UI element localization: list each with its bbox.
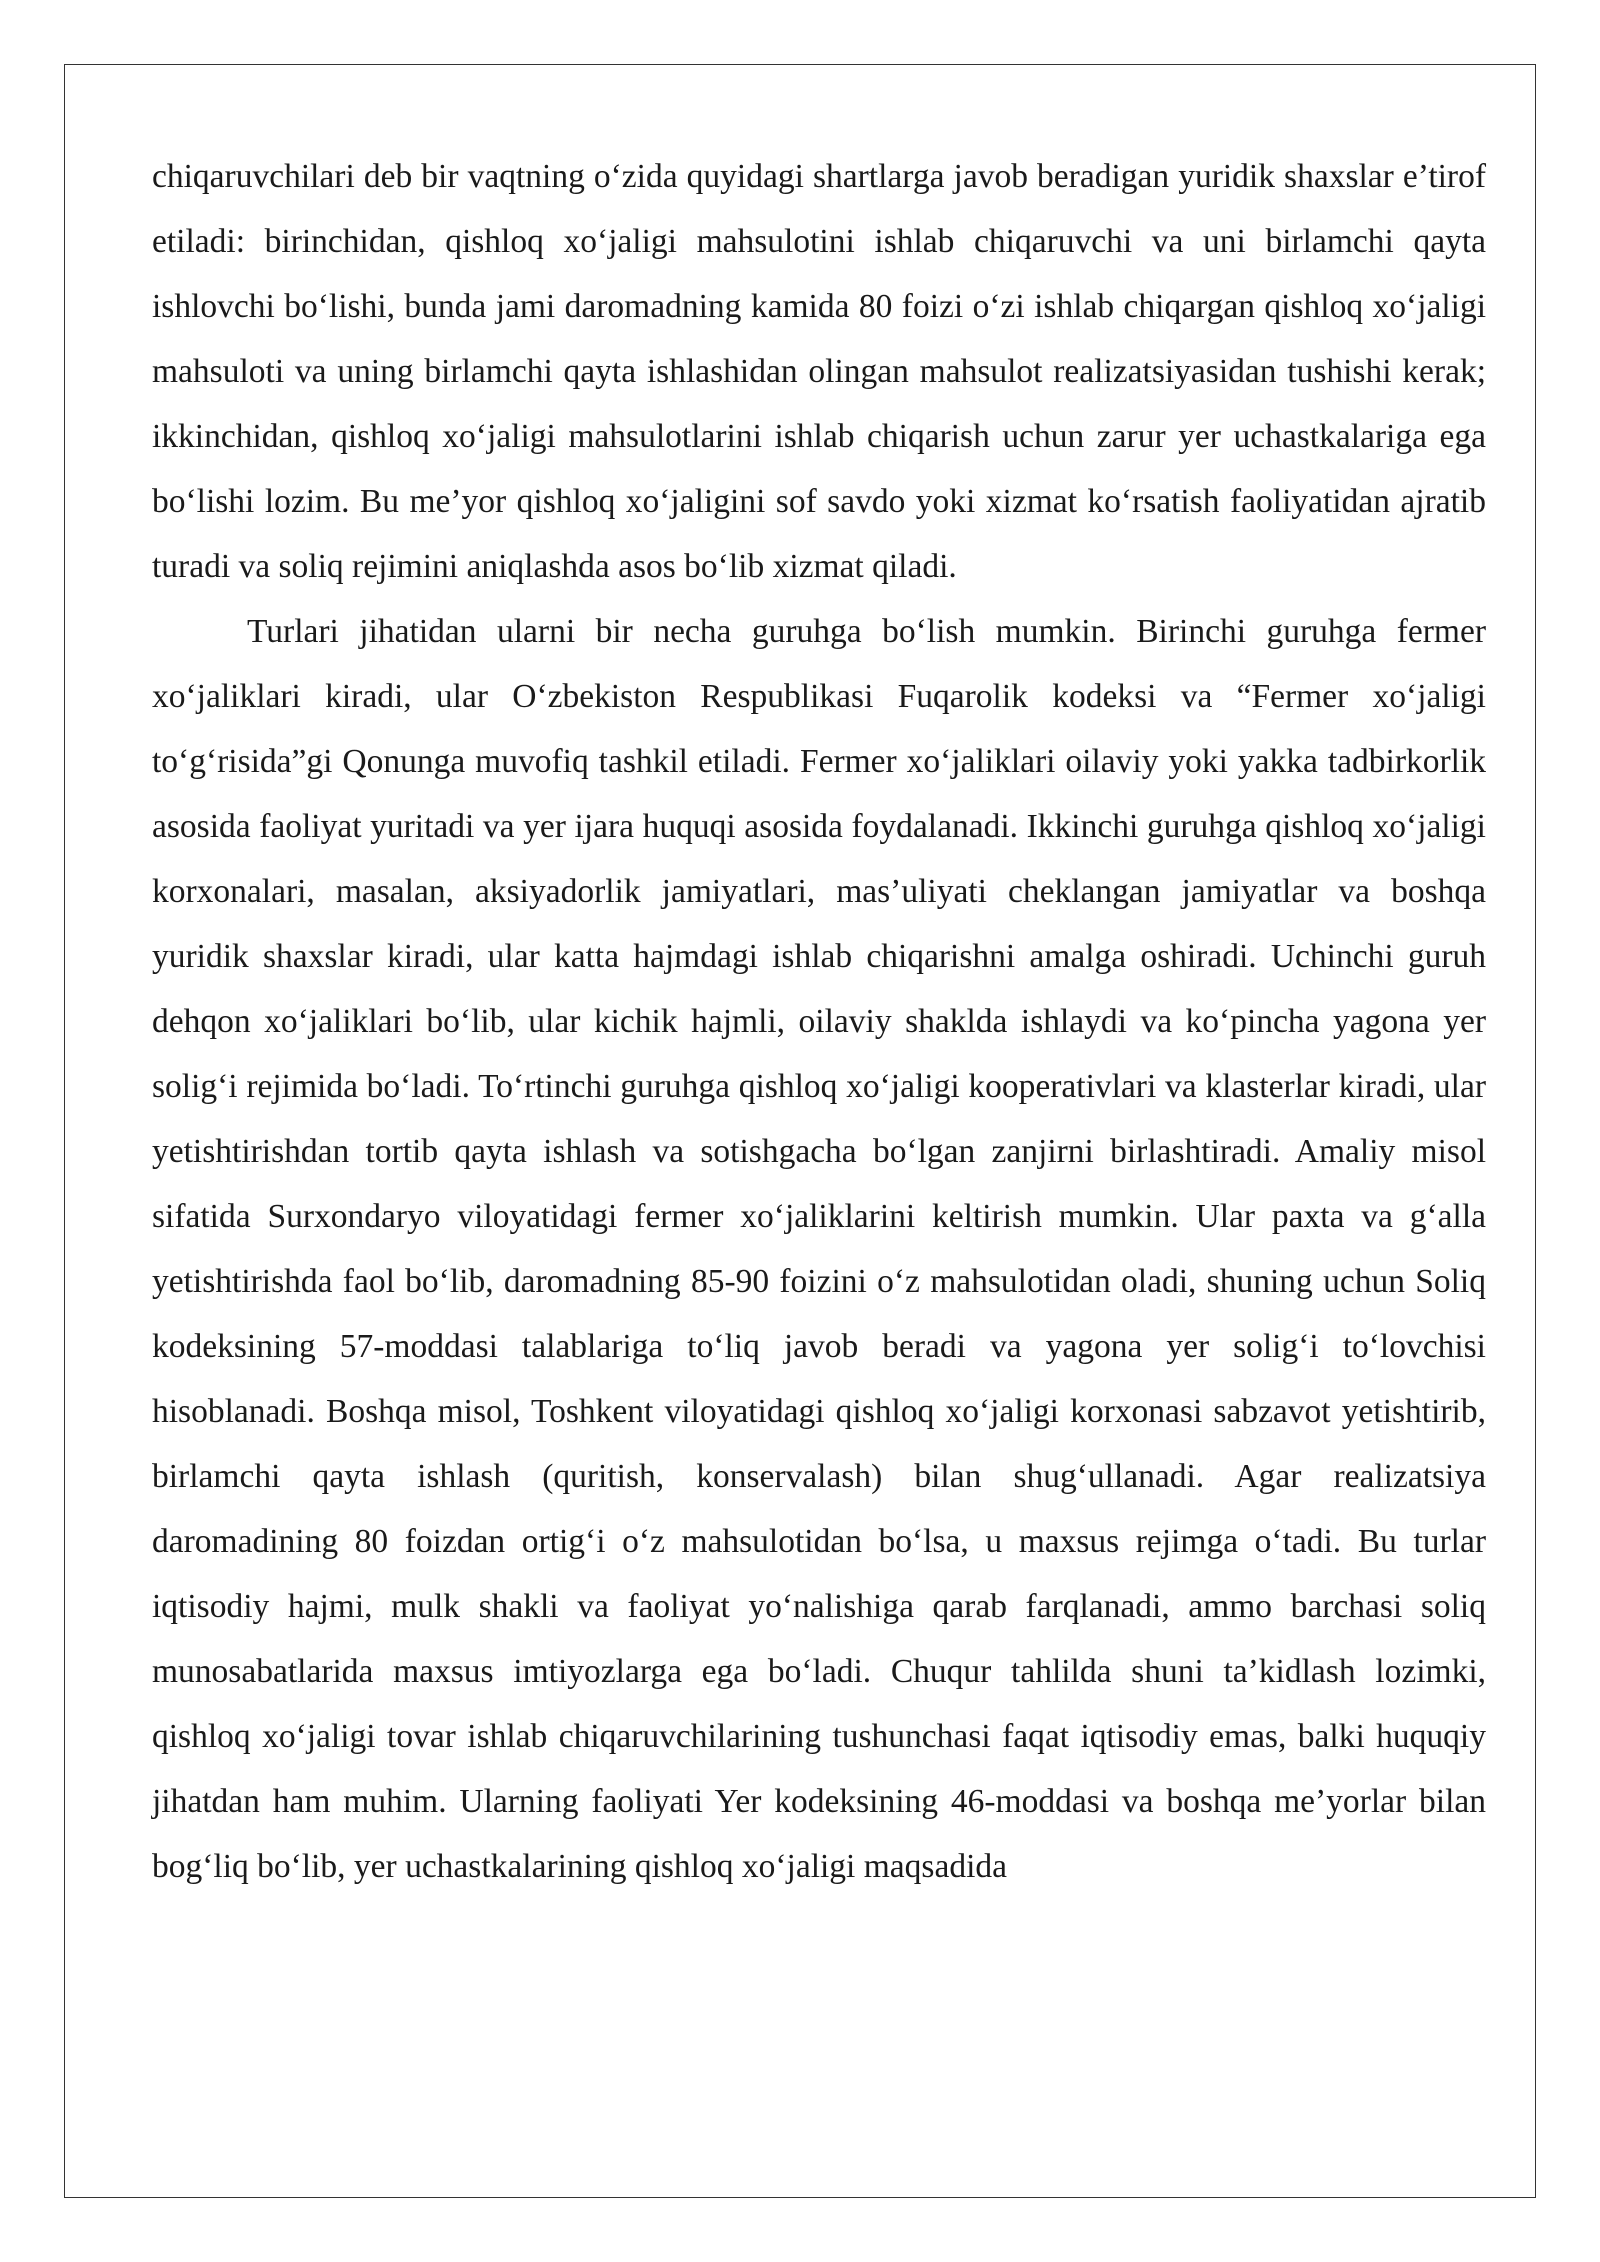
paragraph-continuation: chiqaruvchilari deb bir vaqtning o‘zida quyidagi shartlarga javob beradigan yuridik shaxslar e’tirof etiladi: birinchidan, qishloq xo‘jaligi mahsulotini ishlab chiqaruvchi va uni birlamchi qayta ishlovchi bo‘lishi, bunda jami daromadning kamida 80 foizi o‘zi ishlab chiqargan qishloq xo‘jaligi mahsuloti va uning birlamchi qayta ishlashidan olingan mahsulot realizatsiyasidan tushishi kerak; ikkinchidan, qishloq xo‘jaligi mahsulotlarini ishlab chiqarish uchun zarur yer uchastkalariga ega bo‘lishi lozim. Bu me’yor qishloq xo‘jaligini sof savdo yoki xizmat ko‘rsatish faoliyatidan ajratib turadi va soliq rejimini aniqlashda asos bo‘lib xizmat qiladi. [152,158,1486,585]
document-body [152,144,1486,1899]
paragraph-types: Turlari jihatidan ularni bir necha guruhga bo‘lish mumkin. Birinchi guruhga fermer xo‘jaliklari kiradi, ular O‘zbekiston Respublikasi Fuqarolik kodeksi va “Fermer xo‘jaligi to‘g‘risida”gi Qonunga muvofiq tashkil etiladi. Fermer xo‘jaliklari oilaviy yoki yakka tadbirkorlik asosida faoliyat yuritadi va yer ijara huquqi asosida foydalanadi. Ikkinchi guruhga qishloq xo‘jaligi korxonalari, masalan, aksiyadorlik jamiyatlari, mas’uliyati cheklangan jamiyatlar va boshqa yuridik shaxslar kiradi, ular katta hajmdagi ishlab chiqarishni amalga oshiradi. Uchinchi guruh dehqon xo‘jaliklari bo‘lib, ular kichik hajmli, oilaviy shaklda ishlaydi va ko‘pincha yagona yer solig‘i rejimida bo‘ladi. To‘rtinchi guruhga qishloq xo‘jaligi kooperativlari va klasterlar kiradi, ular yetishtirishdan tortib qayta ishlash va sotishgacha bo‘lgan zanjirni birlashtiradi. Amaliy misol sifatida Surxondaryo viloyatidagi fermer xo‘jaliklarini keltirish mumkin. Ular paxta va g‘alla yetishtirishda faol bo‘lib, daromadning 85-90 foizini o‘z mahsulotidan oladi, shuning uchun Soliq kodeksining 57-moddasi talablariga to‘liq javob beradi va yagona yer solig‘i to‘lovchisi hisoblanadi. Boshqa misol, Toshkent viloyatidagi qishloq xo‘jaligi korxonasi sabzavot yetishtirib, birlamchi qayta ishlash (quritish, konservalash) bilan shug‘ullanadi. Agar realizatsiya daromadining 80 foizdan ortig‘i o‘z mahsulotidan bo‘lsa, u maxsus rejimga o‘tadi. Bu turlar iqtisodiy hajmi, mulk shakli va faoliyat yo‘nalishiga qarab farqlanadi, ammo barchasi soliq munosabatlarida maxsus imtiyozlarga ega bo‘ladi. Chuqur tahlilda shuni ta’kidlash lozimki, qishloq xo‘jaligi tovar ishlab chiqaruvchilarining tushunchasi faqat iqtisodiy emas, balki huquqiy jihatdan ham muhim. Ularning faoliyati Yer kodeksining 46-moddasi va boshqa me’yorlar bilan bog‘liq bo‘lib, yer uchastkalarining qishloq xo‘jaligi maqsadida [152,613,1486,1885]
